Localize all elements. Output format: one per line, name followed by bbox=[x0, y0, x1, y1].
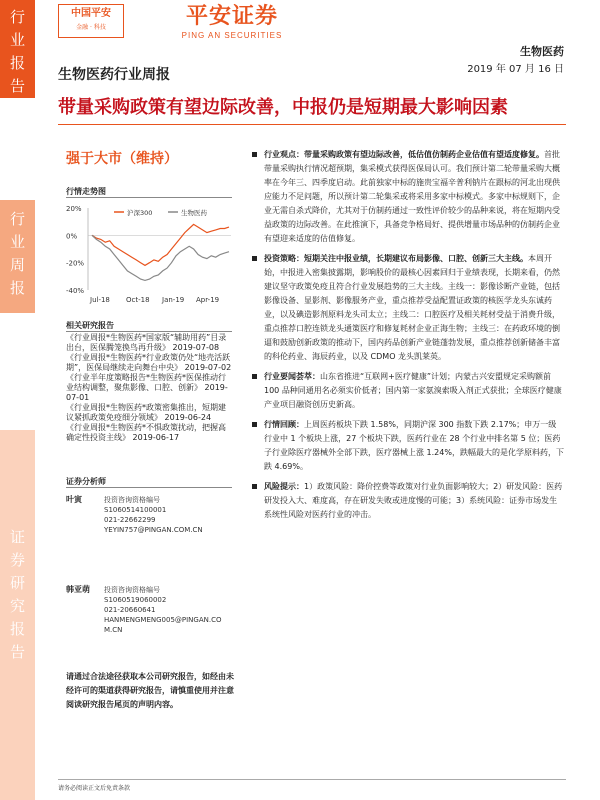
sidebar-char: 报 bbox=[9, 279, 25, 297]
paragraph-lead: 风险提示： bbox=[264, 482, 304, 491]
analyst-card bbox=[66, 585, 236, 645]
sidebar-block-industry-report bbox=[0, 0, 35, 98]
sidebar-char: 证 bbox=[9, 528, 25, 546]
series-line bbox=[92, 224, 229, 265]
rating-label: 强于大市（维持） bbox=[66, 151, 178, 167]
analyst-line: 投资咨询资格编号 bbox=[104, 496, 160, 504]
sidebar bbox=[0, 0, 35, 800]
chart-section-title: 行情走势图 bbox=[66, 187, 106, 196]
sidebar-char: 究 bbox=[9, 597, 25, 615]
analyst-info bbox=[104, 585, 234, 635]
paragraph-body: 1）政策风险：降价控费等政策对行业负面影响较大；2）研发风险：医药研发投入大、难度高，存在研发失败或进度慢的可能；3）系统风险：证券市场发生系统性风险对医药行业的冲击。 bbox=[264, 482, 563, 519]
paragraph-strategy bbox=[252, 252, 564, 364]
analyst-line: S1060519060002 bbox=[104, 596, 167, 604]
y-tick-label: -20% bbox=[66, 259, 85, 268]
related-report-item[interactable]: 《行业周报*生物医药*不惧政策扰动，把握高确定性投资主线》 2019-06-17 bbox=[66, 423, 226, 442]
related-reports-list bbox=[66, 333, 232, 443]
paragraph-body: 山东省推进“互联网+医疗健康”计划；内蒙古兴安盟规定采购额前 100 品种同通用名必须实价低者；国内第一家氨溴索吸入剂正式获批；全球医疗健康产业项目融资创历史新高。 bbox=[264, 372, 562, 409]
related-reports-title: 相关研究报告 bbox=[66, 321, 114, 330]
sidebar-char: 研 bbox=[9, 574, 25, 592]
analyst-name: 韩亚萌 bbox=[66, 585, 90, 594]
series-line bbox=[92, 235, 229, 280]
section-divider bbox=[66, 331, 232, 332]
analyst-section-title: 证券分析师 bbox=[66, 477, 106, 486]
chart-svg bbox=[66, 198, 236, 308]
x-tick-label: Oct-18 bbox=[126, 296, 150, 304]
paragraph-news bbox=[252, 370, 564, 412]
footer-note: 请务必阅读正文后免责条款 bbox=[58, 785, 131, 792]
analyst-card bbox=[66, 495, 236, 547]
industry-tag: 生物医药 bbox=[520, 45, 564, 58]
legend-label: 生物医药 bbox=[181, 209, 207, 217]
page-title: 带量采购政策有望边际改善，中报仍是短期最大影响因素 bbox=[58, 97, 508, 118]
analyst-line: S1060514100001 bbox=[104, 506, 167, 514]
paragraph-body: 本周开始，中报进入密集披露期，影响股价的最核心因素回归于业绩表现，长期来看，仍然建议坚守政策免疫且符合行业发展趋势的三大主线。主线一：影像诊断产业链，包括影像设备、显影剂、影像服务产业，重点推荐受益配置证政策的核医学龙头东诚药业，以及碘造影剂原料龙头司太立；主线二：口腔医疗及相关耗材受益于消费升级，重点推荐口腔连锁龙头通策医疗和修复耗材企业正海生物；主线三：在药政环境的倒逼和鼓励创新政策的推动下，国内药品创新产业链蓬勃发展，重点推荐创新储备丰富的科伦药业、海辰药业，以及 CDMO 龙头凯莱英。 bbox=[264, 254, 560, 361]
sidebar-char: 报 bbox=[9, 620, 25, 638]
logo-left-main: 中国平安 bbox=[71, 8, 111, 19]
x-tick-label: Jan-19 bbox=[162, 296, 185, 304]
analyst-email[interactable]: YEYIN757@PINGAN.COM.CN bbox=[104, 526, 203, 534]
market-trend-chart bbox=[66, 198, 236, 308]
x-tick-label: Apr-19 bbox=[196, 296, 220, 304]
sidebar-char: 周 bbox=[9, 256, 25, 274]
sidebar-char: 告 bbox=[9, 643, 25, 661]
paragraph-lead: 行业观点：带量采购政策有望边际改善，低估值仿制药企业估值有望适度修复。 bbox=[264, 150, 544, 159]
paragraph-body: 上周医药板块下跌 1.58%，同期沪深 300 指数下跌 2.17%；申万一级行业中 1 个板块上涨，27 个板块下跌，医药行业在 28 个行业中排名第 5 位；医药子行业除医疗器械外全部下跌，医疗器械上涨 1.24%，跌幅最大的是化学原料药，下跌 4.69%。 bbox=[264, 420, 564, 471]
analyst-line: 投资咨询资格编号 bbox=[104, 586, 160, 594]
analyst-email-cont[interactable]: M.CN bbox=[104, 626, 123, 634]
ping-an-securities-logo bbox=[172, 4, 292, 42]
analyst-line: 021-20660641 bbox=[104, 606, 156, 614]
sidebar-char: 告 bbox=[9, 77, 25, 95]
x-tick-label: Jul-18 bbox=[90, 296, 110, 304]
bullet-icon bbox=[252, 152, 257, 157]
header-divider bbox=[58, 124, 566, 125]
paragraph-risk bbox=[252, 480, 564, 522]
bullet-icon bbox=[252, 422, 257, 427]
paragraph-lead: 投资策略：短期关注中报业绩，长期建议布局影像、口腔、创新三大主线。 bbox=[264, 254, 528, 263]
paragraph-industry-view bbox=[252, 148, 564, 246]
analyst-email[interactable]: HANMENGMENG005@PINGAN.CO bbox=[104, 616, 222, 624]
ping-an-group-logo bbox=[58, 4, 124, 38]
bullet-icon bbox=[252, 374, 257, 379]
related-report-item[interactable]: 《行业周报*生物医药*行业政策仍处“地壳活跃期”，医保局继续走向舞台中央》 2019-07-02 bbox=[66, 353, 232, 372]
sidebar-block-industry-weekly bbox=[0, 200, 35, 313]
disclaimer-note: 请通过合法途径获取本公司研究报告，如经由未经许可的渠道获得研究报告，请慎重使用并注意阅读研究报告尾页的声明内容。 bbox=[66, 672, 234, 709]
sidebar-char: 业 bbox=[9, 31, 25, 49]
legend-label: 沪深300 bbox=[127, 209, 153, 217]
main-content bbox=[252, 148, 564, 528]
related-report-item[interactable]: 《行业周报*生物医药*国家版“辅助用药”目录出台，医保腾笼换鸟再升级》 2019-07-08 bbox=[66, 333, 227, 352]
related-report-item[interactable]: 《行业周报*生物医药*政策密集推出，短期建议紧抓政策免疫细分领域》 2019-06-24 bbox=[66, 403, 226, 422]
related-report-item[interactable]: 《行业半年度策略报告*生物医药*医保推动行业结构调整，聚焦影像、口腔、创新》 2019-07-01 bbox=[66, 373, 228, 402]
logo-right-sub: PING AN SECURITIES bbox=[181, 31, 283, 40]
analyst-line: 021-22662299 bbox=[104, 516, 156, 524]
y-tick-label: 20% bbox=[66, 205, 82, 213]
bullet-icon bbox=[252, 256, 257, 261]
sidebar-block-securities-research bbox=[0, 430, 35, 800]
sidebar-char: 业 bbox=[9, 233, 25, 251]
section-divider bbox=[66, 487, 232, 488]
paragraph-lead: 行情回顾： bbox=[264, 420, 304, 429]
footer-divider bbox=[58, 779, 566, 780]
bullet-icon bbox=[252, 484, 257, 489]
analyst-name: 叶寅 bbox=[66, 495, 82, 504]
report-date: 2019 年 07 月 16 日 bbox=[467, 64, 564, 75]
paragraph-market-review bbox=[252, 418, 564, 474]
y-tick-label: 0% bbox=[66, 232, 78, 241]
paragraph-lead: 行业要闻荟萃： bbox=[264, 372, 320, 381]
sidebar-char: 报 bbox=[9, 54, 25, 72]
y-tick-label: -40% bbox=[66, 287, 85, 295]
sidebar-char: 券 bbox=[9, 551, 25, 569]
logo-left-sub: 金融 · 科技 bbox=[76, 24, 106, 31]
analyst-info bbox=[104, 495, 234, 535]
sidebar-char: 行 bbox=[9, 8, 25, 26]
sidebar-char: 行 bbox=[9, 210, 25, 228]
paragraph-body: 首批带量采购执行情况超预期，集采模式获得医保局认可。我们预计第二轮带量采购大概率在今年三、四季度启动。此前独家中标的施贵宝福辛普利钠片在跟标的河北出现供应能力不足问题，所以预计第二轮集采或将采用多家中标模式。多家中标规则下，企业无需自杀式降价，尤其对于仿制药通过一致性评价较少的品种来说，将在短期内受益政策的边际改善。在此推演下，具备竞争格局好、提供增量市场品种的仿制药企业有望迎来适度的估值修复。 bbox=[264, 150, 560, 243]
report-type: 生物医药行业周报 bbox=[58, 67, 170, 83]
logo-right-main: 平安证券 bbox=[185, 4, 278, 29]
